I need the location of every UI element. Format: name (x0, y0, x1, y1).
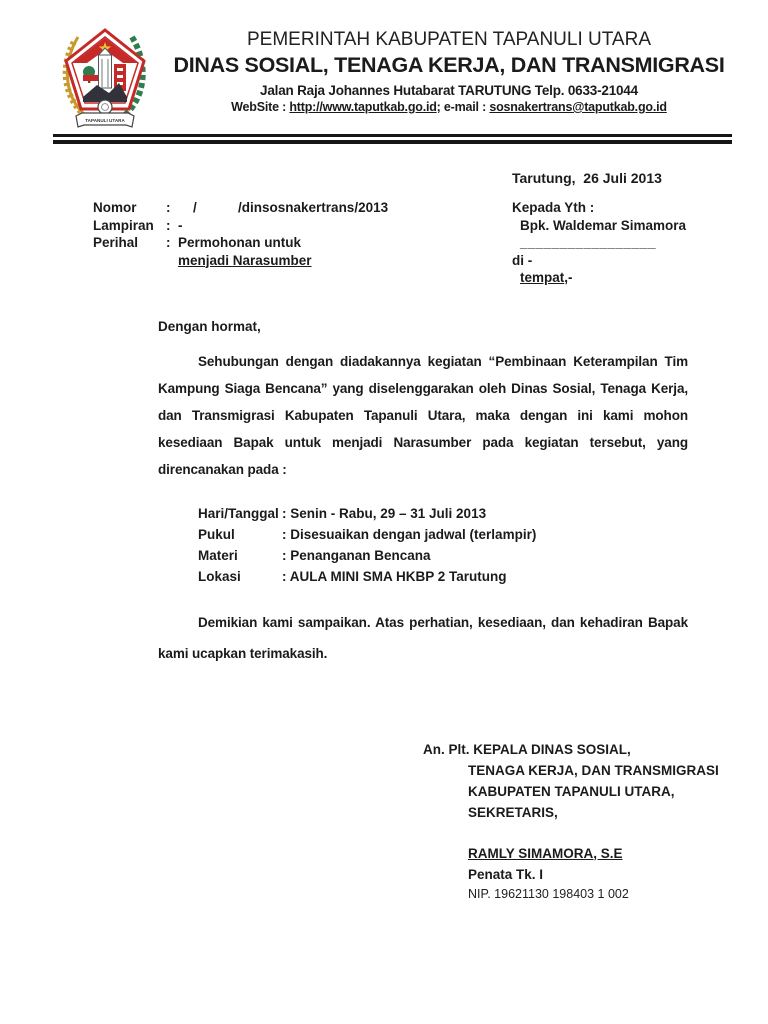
contact-line (166, 99, 732, 116)
department-name: DINAS SOSIAL, TENAGA KERJA, DAN TRANSMIGRASI (173, 53, 725, 77)
event-details (198, 503, 768, 587)
divider-thick-line (53, 140, 732, 144)
recipient-heading: Kepada Yth : (512, 200, 595, 215)
recipient-di: di - (512, 252, 533, 268)
nomor-row (93, 199, 512, 217)
nomor-label: Nomor (93, 200, 137, 215)
recipient-place-suffix: ,- (564, 270, 573, 285)
letterhead-text (166, 17, 732, 131)
lampiran-separator: : (166, 217, 171, 233)
perihal-label: Perihal (93, 235, 139, 250)
detail-row-hari-tanggal (198, 503, 768, 524)
website-label: WebSite : (231, 100, 290, 114)
nomor-value: / /dinsosnakertrans/2013 (178, 200, 389, 215)
lokasi-value: : AULA MINI SMA HKBP 2 Tarutung (282, 568, 507, 584)
letterhead (0, 0, 768, 131)
address-line: Jalan Raja Johannes Hutabarat TARUTUNG Telp. 0633-21044 (260, 83, 638, 98)
recipient-place (520, 269, 768, 287)
pukul-value: : Disesuaikan dengan jadwal (terlampir) (282, 526, 537, 542)
lampiran-row (93, 217, 512, 235)
perihal-value-line2: menjadi Narasumber (178, 252, 312, 268)
lampiran-label: Lampiran (93, 217, 154, 233)
detail-row-pukul (198, 524, 768, 545)
divider-thin-line (53, 134, 732, 137)
signatory-title-line2: TENAGA KERJA, DAN TRANSMIGRASI (468, 762, 719, 778)
recipient-block (512, 199, 768, 287)
signatory-rank: Penata Tk. I (468, 866, 544, 882)
perihal-separator: : (166, 235, 171, 250)
letterhead-divider (53, 134, 732, 144)
closing-paragraph: Demikian kami sampaikan. Atas perhatian, kesediaan, dan kehadiran Bapak kami ucapkan terimakasih. (158, 614, 688, 661)
crest-banner-text: TAPANULI UTARA (85, 118, 125, 123)
lampiran-value: - (178, 217, 183, 233)
hari-tanggal-value: : Senin - Rabu, 29 – 31 Juli 2013 (282, 505, 487, 521)
signatory-nip: NIP. 19621130 198403 1 002 (468, 886, 629, 901)
email-label: ; e-mail : (436, 100, 490, 114)
signatory-title-line3: KABUPATEN TAPANULI UTARA, (468, 783, 675, 799)
materi-label: Materi (198, 547, 238, 563)
signatory-name: RAMLY SIMAMORA, S.E (468, 845, 623, 861)
materi-value: : Penanganan Bencana (282, 547, 431, 563)
perihal-value: Permohonan untuk (178, 235, 302, 250)
signature-block (423, 739, 768, 904)
date-line: Tarutung, 26 Juli 2013 (512, 170, 662, 186)
pukul-label: Pukul (198, 526, 235, 542)
tapanuli-utara-crest-icon (52, 17, 158, 131)
letter-meta (0, 199, 768, 287)
salutation: Dengan hormat, (158, 318, 261, 334)
email-link[interactable]: sosnakertrans@taputkab.go.id (489, 100, 667, 114)
signatory-title-line1: An. Plt. KEPALA DINAS SOSIAL, (423, 741, 631, 757)
detail-row-lokasi (198, 566, 768, 587)
government-name: PEMERINTAH KABUPATEN TAPANULI UTARA (247, 29, 651, 50)
lokasi-label: Lokasi (198, 568, 241, 584)
nomor-separator: : (166, 200, 171, 215)
detail-row-materi (198, 545, 768, 566)
signatory-identity (468, 843, 768, 904)
hari-tanggal-label: Hari/Tanggal (198, 505, 279, 521)
body-paragraph-1: Sehubungan dengan diadakannya kegiatan “Pembinaan Keterampilan Tim Kampung Siaga Bencana” yang diselenggarakan oleh Dinas Sosial, Tenaga Kerja, dan Transmigrasi Kabupaten Tapanuli Utara, maka dengan ini kami mohon kesediaan Bapak untuk menjadi Narasumber pada kegiatan tersebut, yang direncanakan pada : (158, 353, 688, 477)
perihal-row (93, 234, 512, 252)
recipient-name: Bpk. Waldemar Simamora (520, 217, 687, 233)
recipient-place-word: tempat (520, 270, 565, 285)
reference-block (93, 199, 512, 287)
website-link[interactable]: http://www.taputkab.go.id (289, 100, 437, 114)
signatory-title-line4: SEKRETARIS, (468, 804, 558, 820)
recipient-blank-line: _________________ (520, 235, 657, 250)
